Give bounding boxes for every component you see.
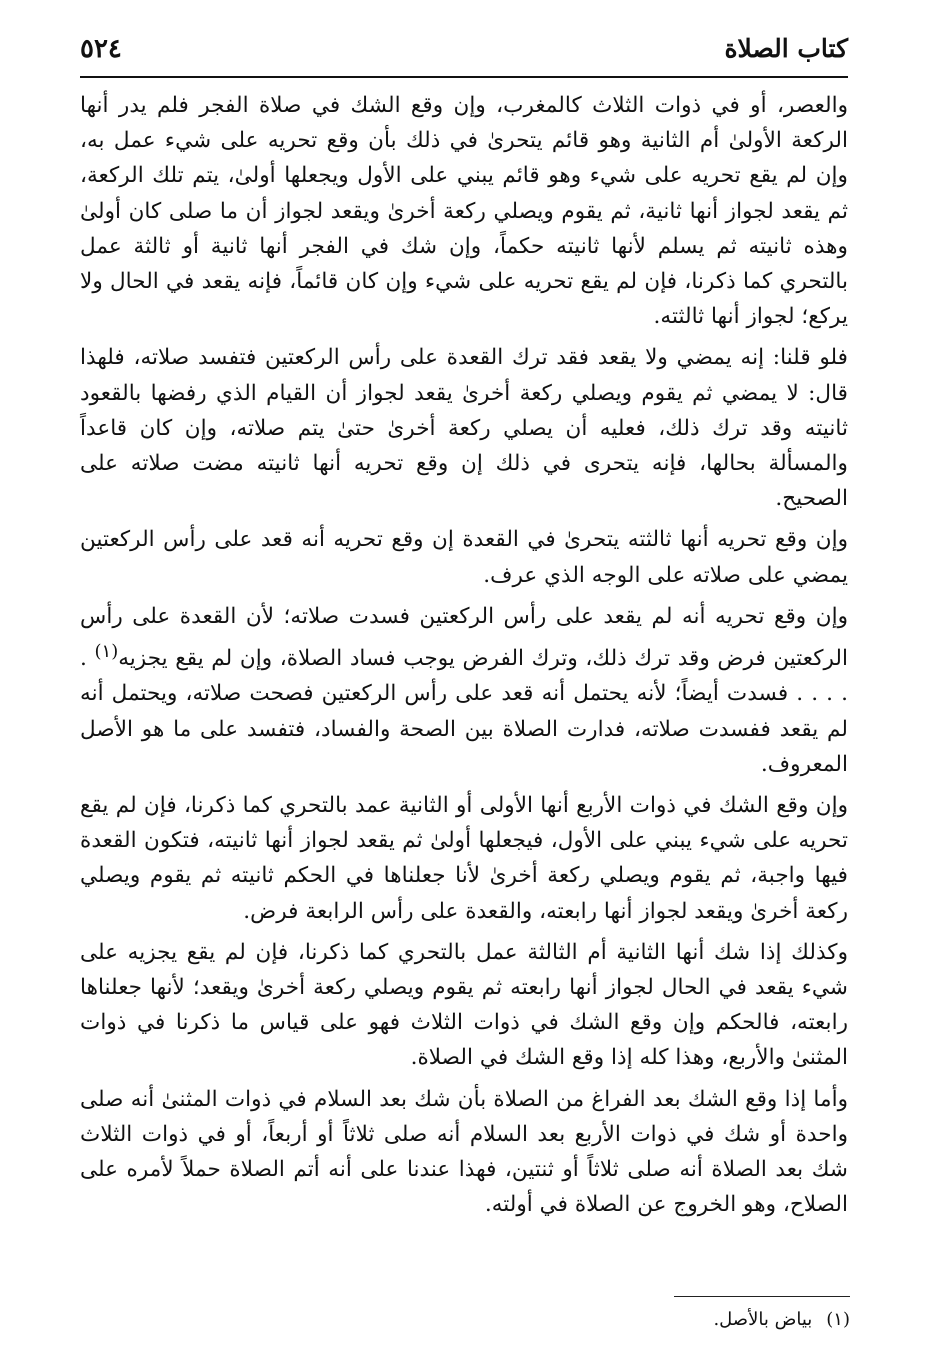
header-rule <box>80 76 848 78</box>
paragraph-4 <box>80 599 848 782</box>
footnote-number: (١) <box>826 1309 850 1330</box>
footnote <box>250 1306 850 1334</box>
paragraph-6: وكذلك إذا شك أنها الثانية أم الثالثة عمل بالتحري كما ذكرنا، فإن لم يقع يجزيه على شيء يقعد في الحال لجواز أنها رابعته ثم يقوم ويصلي ركعة أخرىٰ ويقعد؛ لأنها جعلناها رابعته، فالحكم وإن وقع الشك في ذوات الثلاث فهو على قياس ما ذكرنا في ذوات المثنىٰ والأربع، وهذا كله إذا وقع الشك في الصلاة. <box>80 939 848 1071</box>
paragraph-4-start: وإن وقع تحريه أنه لم يقعد على رأس الركعتين فسدت صلاته؛ لأن القعدة على رأس الركعتين فرض وقد ترك ذلك، وترك الفرض يوجب فساد الصلاة، وإن لم يقع يجزيه <box>80 603 848 672</box>
footnote-marker: (١) <box>94 641 119 663</box>
paragraph-1: والعصر، أو في ذوات الثلاث كالمغرب، وإن وقع الشك في صلاة الفجر فلم يدر أنها الركعة الأولىٰ أم الثانية وهو قائم يتحرىٰ في ذلك بأن وقع تحريه على شيء عمل به، وإن لم يقع تحريه على شيء وهو قائم يبني على الأول ويجعلها أولىٰ، يتم تلك الركعة، ثم يقعد لجواز أنها ثانية، ثم يقوم ويصلي ركعة أخرىٰ ويقعد لجواز أن ما صلى كان أولىٰ وهذه ثانيته ثم يسلم لأنها ثانيته حكماً، وإن شك في الفجر أنها ثانية أو ثالثة عمل بالتحري كما ذكرنا، فإن لم يقع تحريه على شيء وإن كان قائماً، فإنه يقعد في الحال ولا يركع؛ لجواز أنها ثالثته. <box>80 93 848 330</box>
footnote-rule <box>674 1296 850 1297</box>
page-header <box>80 30 848 70</box>
paragraph-5: وإن وقع الشك في ذوات الأربع أنها الأولى أو الثانية عمد بالتحري كما ذكرنا، فإن لم يقع تحريه على شيء يبني على الأول، فيجعلها أولىٰ ثم يقعد لجواز أنها ثانيته، فتكون القعدة فيها واجبة، ثم يقوم ويصلي ركعة أخرىٰ لأنا جعلناها في الحكم ثانيته ثم يقوم ويصلي ركعة أخرىٰ ويقعد لجواز أنها رابعته، والقعدة على رأس الرابعة فرض. <box>80 793 848 924</box>
body-text <box>80 88 848 1228</box>
paragraph-4-end: . . . . . فسدت أيضاً؛ لأنه يحتمل أنه قعد على رأس الركعتين فصحت صلاته، ويحتمل أنه لم يقعد ففسدت صلاته، فدارت الصلاة بين الصحة والفساد، فتفسد على ما هو الأصل المعروف. <box>80 646 848 777</box>
running-title: كتاب الصلاة <box>724 34 848 63</box>
page-number: ٥٢٤ <box>80 34 122 64</box>
footnote-text: بياض بالأصل. <box>713 1309 813 1330</box>
paragraph-2: فلو قلنا: إنه يمضي ولا يقعد فقد ترك القعدة على رأس الركعتين فتفسد صلاته، فلهذا قال: لا يمضي ثم يقوم ويصلي ركعة أخرىٰ يقعد لجواز أن القيام الذي رفضها بالقعود ثانيته وقد ترك ذلك، فعليه أن يصلي ركعة أخرىٰ حتىٰ يتم صلاته، وإن كان قاعداً والمسألة بحالها، فإنه يتحرى في ذلك إن وقع تحريه أنها ثانيته مضت صلاته على الصحيح. <box>80 345 848 512</box>
paragraph-3: وإن وقع تحريه أنها ثالثته يتحرىٰ في القعدة إن وقع تحريه أنه قعد على رأس الركعتين يمضي على صلاته على الوجه الذي عرف. <box>80 527 848 588</box>
paragraph-7: وأما إذا وقع الشك بعد الفراغ من الصلاة بأن شك بعد السلام في ذوات المثنىٰ أنه صلى واحدة أو شك في ذوات الأربع بعد السلام أنه صلى ثلاثاً أو أربعاً، أو في ذوات الثلاث شك بعد الصلاة أنه صلى ثلاثاً أو ثنتين، فهذا عندنا على أنه أتم الصلاة حملاً لأمره على الصلاح، وهو الخروج عن الصلاة في أولته. <box>80 1086 848 1218</box>
